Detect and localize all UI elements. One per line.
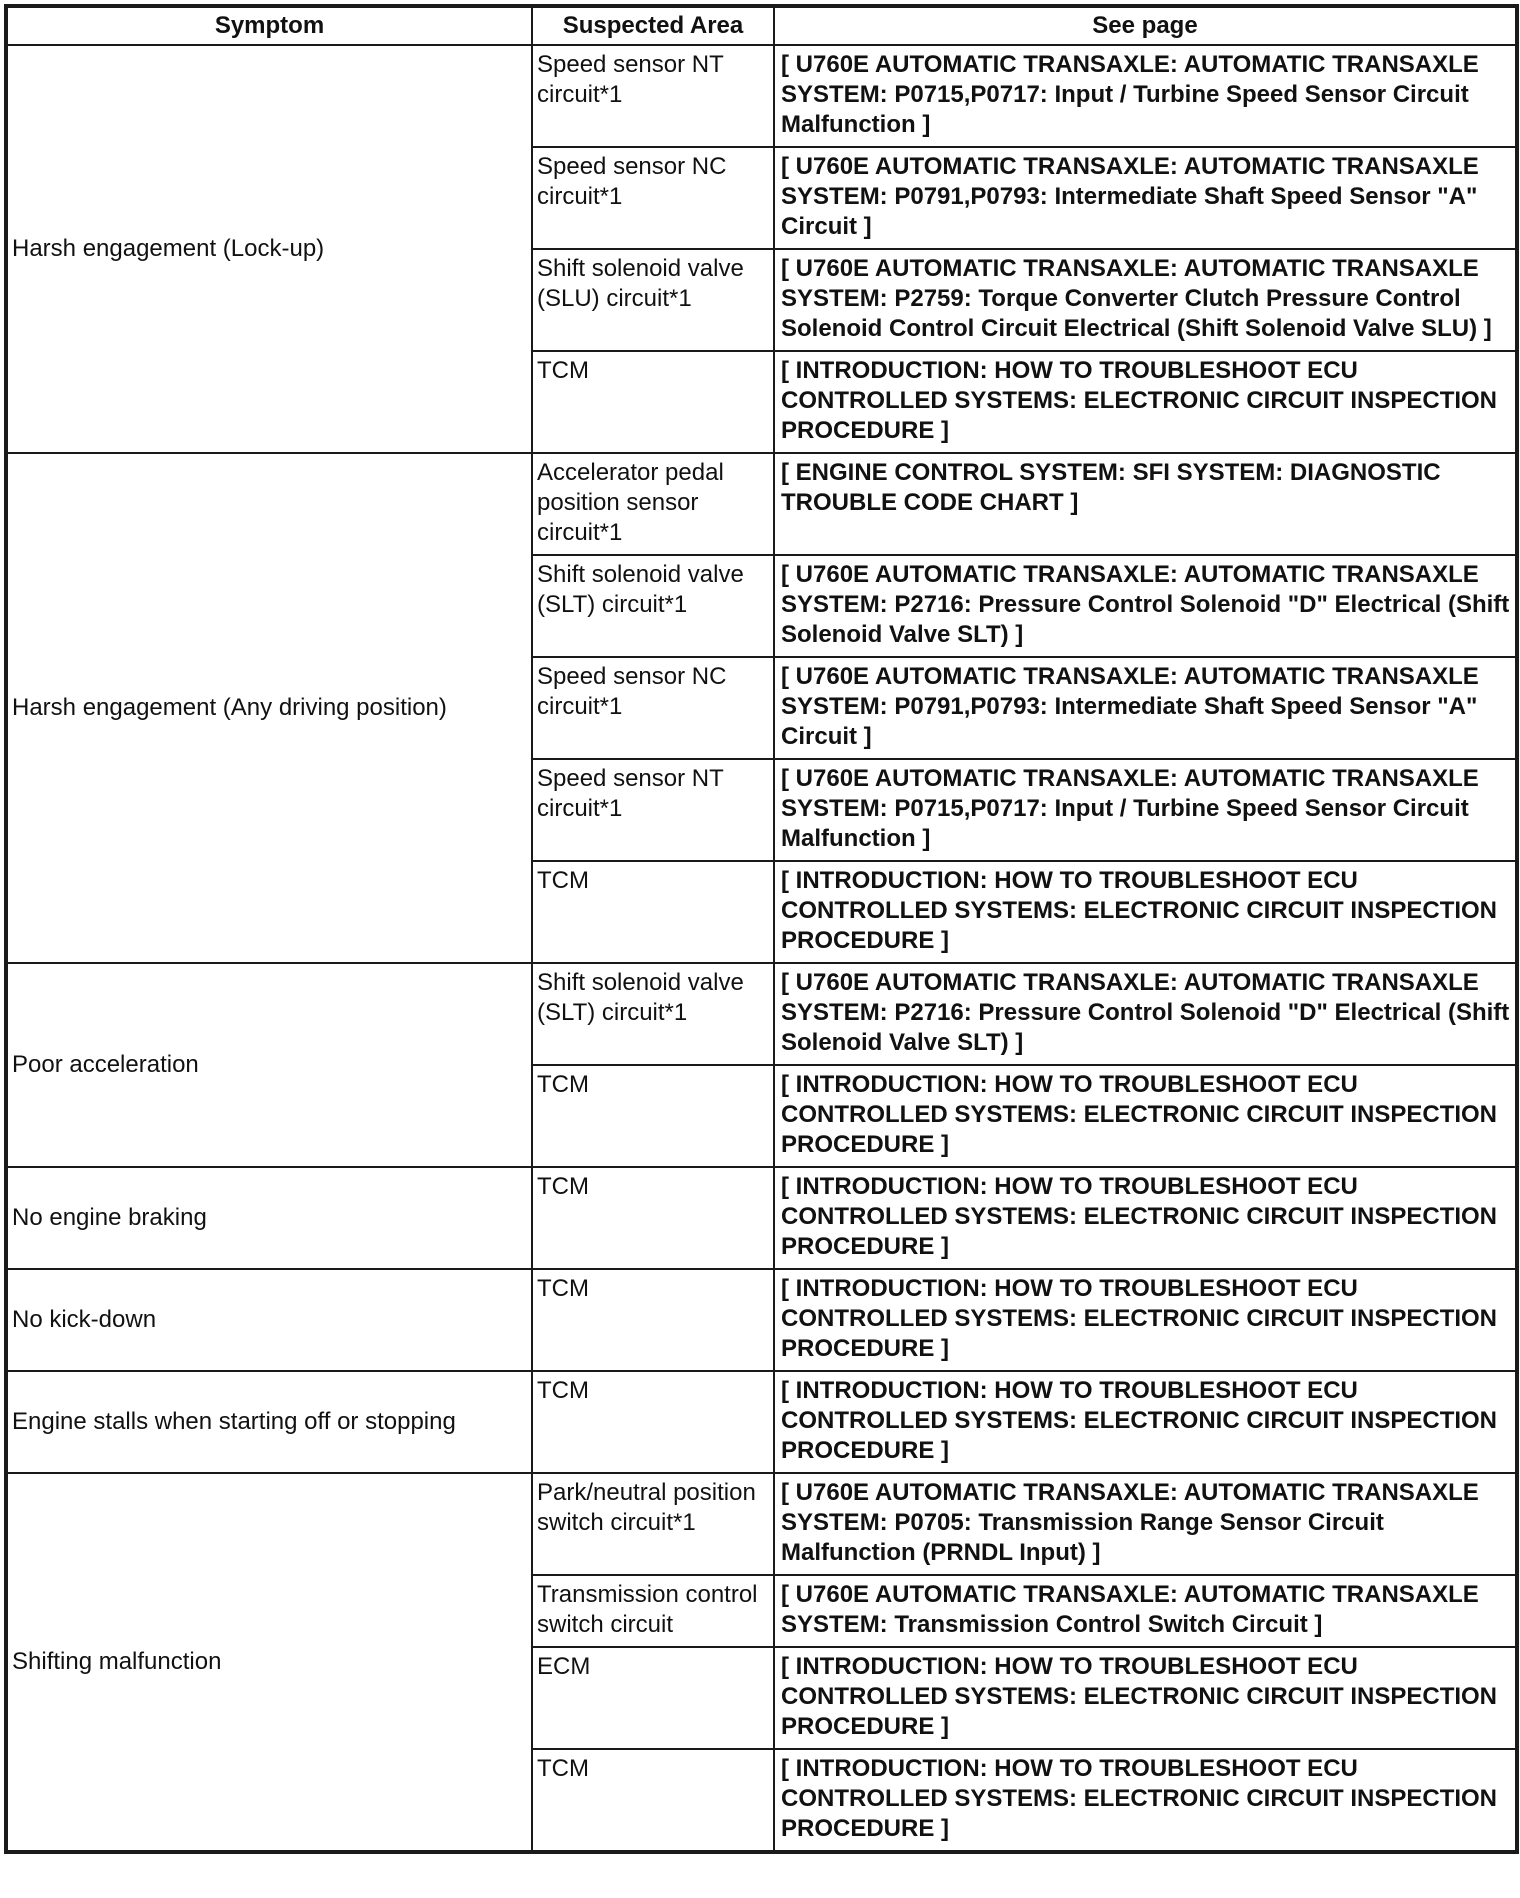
see-page-reference[interactable]: [ INTRODUCTION: HOW TO TROUBLESHOOT ECU CONTROLLED SYSTEMS: ELECTRONIC CIRCUIT INSPECTION PROCEDURE ]	[774, 1749, 1516, 1851]
see-page-reference[interactable]: [ INTRODUCTION: HOW TO TROUBLESHOOT ECU CONTROLLED SYSTEMS: ELECTRONIC CIRCUIT INSPECTION PROCEDURE ]	[774, 1371, 1516, 1473]
see-page-reference[interactable]: [ INTRODUCTION: HOW TO TROUBLESHOOT ECU CONTROLLED SYSTEMS: ELECTRONIC CIRCUIT INSPECTION PROCEDURE ]	[774, 861, 1516, 963]
header-suspected-area: Suspected Area	[532, 7, 774, 45]
see-page-reference[interactable]: [ INTRODUCTION: HOW TO TROUBLESHOOT ECU CONTROLLED SYSTEMS: ELECTRONIC CIRCUIT INSPECTION PROCEDURE ]	[774, 351, 1516, 453]
suspected-area-cell: TCM	[532, 861, 774, 963]
see-page-reference[interactable]: [ U760E AUTOMATIC TRANSAXLE: AUTOMATIC TRANSAXLE SYSTEM: P2759: Torque Converter Clutch Pressure Control Solenoid Control Circuit Electrical (Shift Solenoid Valve SLU) ]	[774, 249, 1516, 351]
see-page-reference[interactable]: [ INTRODUCTION: HOW TO TROUBLESHOOT ECU CONTROLLED SYSTEMS: ELECTRONIC CIRCUIT INSPECTION PROCEDURE ]	[774, 1065, 1516, 1167]
suspected-area-cell: Transmission control switch circuit	[532, 1575, 774, 1647]
suspected-area-cell: TCM	[532, 1167, 774, 1269]
suspected-area-cell: TCM	[532, 1065, 774, 1167]
see-page-reference[interactable]: [ INTRODUCTION: HOW TO TROUBLESHOOT ECU CONTROLLED SYSTEMS: ELECTRONIC CIRCUIT INSPECTION PROCEDURE ]	[774, 1269, 1516, 1371]
suspected-area-cell: TCM	[532, 1749, 774, 1851]
symptom-cell: Poor acceleration	[7, 963, 532, 1167]
see-page-reference[interactable]: [ U760E AUTOMATIC TRANSAXLE: AUTOMATIC TRANSAXLE SYSTEM: Transmission Control Switch Circuit ]	[774, 1575, 1516, 1647]
table-row	[7, 45, 1516, 147]
see-page-reference[interactable]: [ U760E AUTOMATIC TRANSAXLE: AUTOMATIC TRANSAXLE SYSTEM: P0791,P0793: Intermediate Shaft Speed Sensor "A" Circuit ]	[774, 657, 1516, 759]
suspected-area-cell: Speed sensor NT circuit*1	[532, 759, 774, 861]
suspected-area-cell: Shift solenoid valve (SLT) circuit*1	[532, 963, 774, 1065]
table-row	[7, 453, 1516, 555]
see-page-reference[interactable]: [ U760E AUTOMATIC TRANSAXLE: AUTOMATIC TRANSAXLE SYSTEM: P0715,P0717: Input / Turbine Speed Sensor Circuit Malfunction ]	[774, 759, 1516, 861]
symptom-cell: No kick-down	[7, 1269, 532, 1371]
header-symptom: Symptom	[7, 7, 532, 45]
table-row	[7, 1269, 1516, 1371]
symptom-cell: No engine braking	[7, 1167, 532, 1269]
header-row	[7, 7, 1516, 45]
header-see-page: See page	[774, 7, 1516, 45]
see-page-reference[interactable]: [ U760E AUTOMATIC TRANSAXLE: AUTOMATIC TRANSAXLE SYSTEM: P2716: Pressure Control Solenoid "D" Electrical (Shift Solenoid Valve SLT) ]	[774, 555, 1516, 657]
table-body	[7, 45, 1516, 1851]
symptom-cell: Harsh engagement (Lock-up)	[7, 45, 532, 453]
see-page-reference[interactable]: [ U760E AUTOMATIC TRANSAXLE: AUTOMATIC TRANSAXLE SYSTEM: P0791,P0793: Intermediate Shaft Speed Sensor "A" Circuit ]	[774, 147, 1516, 249]
see-page-reference[interactable]: [ INTRODUCTION: HOW TO TROUBLESHOOT ECU CONTROLLED SYSTEMS: ELECTRONIC CIRCUIT INSPECTION PROCEDURE ]	[774, 1647, 1516, 1749]
suspected-area-cell: TCM	[532, 351, 774, 453]
table-row	[7, 963, 1516, 1065]
see-page-reference[interactable]: [ U760E AUTOMATIC TRANSAXLE: AUTOMATIC TRANSAXLE SYSTEM: P0705: Transmission Range Sensor Circuit Malfunction (PRNDL Input) ]	[774, 1473, 1516, 1575]
suspected-area-cell: Speed sensor NT circuit*1	[532, 45, 774, 147]
suspected-area-cell: Shift solenoid valve (SLU) circuit*1	[532, 249, 774, 351]
see-page-reference[interactable]: [ U760E AUTOMATIC TRANSAXLE: AUTOMATIC TRANSAXLE SYSTEM: P0715,P0717: Input / Turbine Speed Sensor Circuit Malfunction ]	[774, 45, 1516, 147]
suspected-area-cell: ECM	[532, 1647, 774, 1749]
suspected-area-cell: TCM	[532, 1371, 774, 1473]
troubleshooting-table	[6, 6, 1517, 1852]
suspected-area-cell: Speed sensor NC circuit*1	[532, 657, 774, 759]
table-row	[7, 1167, 1516, 1269]
table-row	[7, 1371, 1516, 1473]
suspected-area-cell: TCM	[532, 1269, 774, 1371]
see-page-reference[interactable]: [ ENGINE CONTROL SYSTEM: SFI SYSTEM: DIAGNOSTIC TROUBLE CODE CHART ]	[774, 453, 1516, 555]
see-page-reference[interactable]: [ INTRODUCTION: HOW TO TROUBLESHOOT ECU CONTROLLED SYSTEMS: ELECTRONIC CIRCUIT INSPECTION PROCEDURE ]	[774, 1167, 1516, 1269]
table-row	[7, 1473, 1516, 1575]
suspected-area-cell: Accelerator pedal position sensor circuit*1	[532, 453, 774, 555]
suspected-area-cell: Shift solenoid valve (SLT) circuit*1	[532, 555, 774, 657]
suspected-area-cell: Park/neutral position switch circuit*1	[532, 1473, 774, 1575]
see-page-reference[interactable]: [ U760E AUTOMATIC TRANSAXLE: AUTOMATIC TRANSAXLE SYSTEM: P2716: Pressure Control Solenoid "D" Electrical (Shift Solenoid Valve SLT) ]	[774, 963, 1516, 1065]
symptom-cell: Shifting malfunction	[7, 1473, 532, 1851]
symptom-cell: Harsh engagement (Any driving position)	[7, 453, 532, 963]
symptom-cell: Engine stalls when starting off or stopping	[7, 1371, 532, 1473]
suspected-area-cell: Speed sensor NC circuit*1	[532, 147, 774, 249]
